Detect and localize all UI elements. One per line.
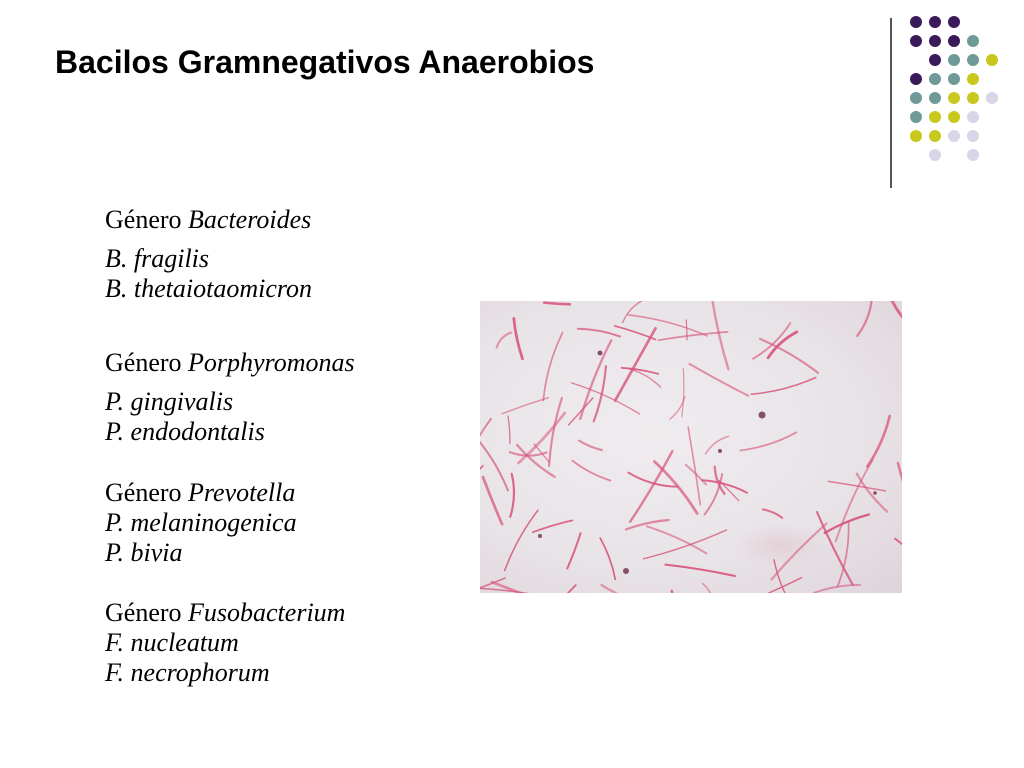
species-item: B. thetaiotaomicron <box>105 274 313 303</box>
genus-heading <box>105 348 355 378</box>
decorative-dot <box>948 35 960 47</box>
stain-speck <box>873 491 877 495</box>
species-item: P. gingivalis <box>105 387 234 416</box>
bacillus-rod <box>755 578 802 593</box>
bacillus-rod <box>572 461 610 481</box>
gram-stain-micrograph-image <box>480 301 902 593</box>
bacillus-rod <box>600 538 615 579</box>
bacillus-rod <box>552 585 576 593</box>
stain-speck <box>538 534 542 538</box>
decorative-dot <box>929 92 941 104</box>
decorative-dot <box>967 92 979 104</box>
decorative-dot <box>967 73 979 85</box>
decorative-dot <box>948 54 960 66</box>
species-item: P. bivia <box>105 538 183 567</box>
bacillus-rod <box>751 378 815 395</box>
bacillus-rod <box>505 510 538 570</box>
bacillus-rod <box>510 474 514 517</box>
bacillus-rod <box>615 326 656 340</box>
decorative-dot <box>929 111 941 123</box>
genus-heading <box>105 205 312 235</box>
species-item: P. endodontalis <box>105 417 265 446</box>
decorative-dot <box>929 16 941 28</box>
bacillus-rod <box>689 364 748 396</box>
bacillus-rod <box>578 329 620 337</box>
bacillus-rod <box>672 591 694 593</box>
genus-heading <box>105 598 345 628</box>
bacillus-rod <box>867 416 889 466</box>
bacillus-rod <box>508 416 510 444</box>
bacillus-rod <box>615 328 655 400</box>
bacillus-rod <box>623 301 642 323</box>
decorative-dot <box>929 149 941 161</box>
genus-block-fusobacterium <box>105 598 345 688</box>
genus-label: Género <box>105 348 182 377</box>
decorative-dot <box>986 92 998 104</box>
bacillus-rod <box>602 585 658 593</box>
decorative-dot <box>929 54 941 66</box>
decorative-dot <box>929 130 941 142</box>
decorative-dot <box>910 73 922 85</box>
bacillus-rod <box>579 441 602 450</box>
species-item: P. melaninogenica <box>105 508 297 537</box>
stain-speck <box>598 351 603 356</box>
bacillus-rod <box>888 301 902 327</box>
decorative-dot <box>910 111 922 123</box>
decorative-dot <box>948 92 960 104</box>
species-item: B. fragilis <box>105 244 210 273</box>
decorative-dot <box>967 35 979 47</box>
bacillus-rod <box>543 333 562 401</box>
species-item: F. nucleatum <box>105 628 239 657</box>
bacillus-rod <box>644 530 727 559</box>
decorative-dot <box>910 35 922 47</box>
bacillus-rod <box>567 533 580 568</box>
bacillus-rod <box>483 477 502 524</box>
bacillus-rod <box>549 398 562 466</box>
stain-speck <box>759 412 766 419</box>
species-item: F. necrophorum <box>105 658 270 687</box>
bacillus-rod <box>836 460 873 541</box>
decorative-dot <box>948 111 960 123</box>
decorative-dot <box>967 111 979 123</box>
decorative-dot <box>948 130 960 142</box>
bacillus-rod <box>814 585 860 593</box>
bacillus-rod <box>569 398 593 425</box>
slide-title: Bacilos Gramnegativos Anaerobios <box>55 44 595 80</box>
bacillus-rod <box>514 318 523 358</box>
bacillus-rod <box>492 582 574 593</box>
bacillus-rod <box>712 301 729 369</box>
genus-label: Género <box>105 205 182 234</box>
bacillus-rod <box>682 369 684 417</box>
decorative-dot <box>929 35 941 47</box>
genus-name: Prevotella <box>188 478 296 507</box>
decorative-dot-grid <box>910 16 1010 166</box>
bacillus-rod <box>497 333 512 348</box>
bacillus-rod <box>857 301 872 336</box>
decorative-dot <box>948 73 960 85</box>
genus-block-bacteroides <box>105 205 312 304</box>
bacillus-rod <box>665 565 735 576</box>
bacillus-rod <box>544 303 570 305</box>
bacillus-rod <box>763 509 782 517</box>
genus-heading <box>105 478 297 508</box>
decorative-vertical-line <box>890 18 892 188</box>
bacillus-rod <box>533 520 573 532</box>
decorative-dot <box>948 16 960 28</box>
decorative-dot <box>967 130 979 142</box>
stain-blotch <box>735 524 825 568</box>
decorative-dot <box>967 149 979 161</box>
bacillus-rod <box>580 340 611 419</box>
stain-speck <box>718 449 722 453</box>
genus-block-porphyromonas <box>105 348 355 447</box>
decorative-dot <box>910 16 922 28</box>
bacillus-rod <box>898 463 902 525</box>
bacillus-rod <box>659 332 728 340</box>
bacillus-rod <box>706 436 729 453</box>
genus-block-prevotella <box>105 478 297 568</box>
decorative-dot <box>929 73 941 85</box>
stain-speck <box>623 568 629 574</box>
decorative-dot <box>910 130 922 142</box>
bacillus-rod <box>825 515 869 533</box>
decorative-dot <box>910 92 922 104</box>
genus-name: Bacteroides <box>188 205 312 234</box>
genus-name: Fusobacterium <box>188 598 346 627</box>
bacillus-rod <box>895 539 902 593</box>
genus-label: Género <box>105 478 182 507</box>
decorative-dot <box>967 54 979 66</box>
bacillus-rod <box>502 398 549 414</box>
bacillus-rod <box>626 520 669 530</box>
micrograph-rods <box>480 301 902 593</box>
bacillus-rod <box>740 432 796 450</box>
bacillus-rod <box>702 583 714 593</box>
bacillus-rod <box>688 427 700 505</box>
decorative-dot <box>986 54 998 66</box>
genus-label: Género <box>105 598 182 627</box>
genus-name: Porphyromonas <box>188 348 355 377</box>
bacillus-rod <box>480 466 483 523</box>
